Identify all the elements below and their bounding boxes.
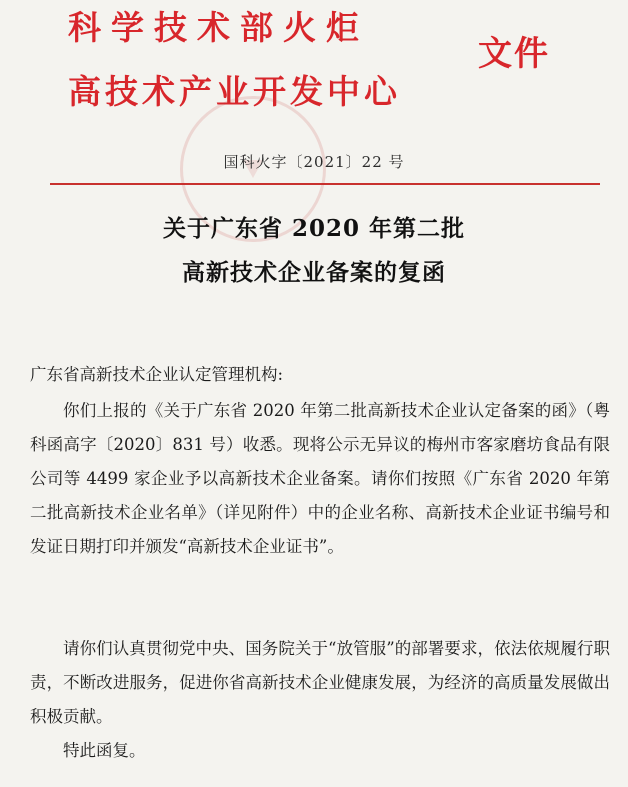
document-type-label: 文件 (478, 34, 550, 74)
red-divider-line (50, 183, 600, 185)
document-title-line2: 高新技术企业备案的复函 (182, 259, 446, 286)
document-number: 国科火字〔2021〕22 号 (223, 153, 405, 171)
body-paragraph: 你们上报的《关于广东省 2020 年第二批高新技术企业认定备案的函》（粤科函高字〔2020〕831 号）收悉。现将公示无异议的梅州市客家磨坊食品有限公司等 4499 家企业予以高新技术企业备案。请你们按照《广东省 2020 年第二批高新技术企业名单》（详见附件）中的企业名称、高新技术企业证书编号和发证日期打印并颁发“高新技术企业证书”。 (30, 401, 610, 556)
closing-line: 特此函复。 (63, 741, 146, 760)
issuer-name-line1: 科学技术部火炬 (68, 8, 369, 47)
body-paragraph: 请你们认真贯彻党中央、国务院关于“放管服”的部署要求，依法依规履行职责，不断改进服务，促进你省高新技术企业健康发展，为经济的高质量发展做出积极贡献。 (30, 639, 610, 726)
document-title-line1: 关于广东省 2020 年第二批 (162, 215, 466, 242)
issuer-name-line2: 高技术产业开发中心 (68, 72, 401, 111)
salutation: 广东省高新技术企业认定管理机构: (30, 365, 284, 384)
